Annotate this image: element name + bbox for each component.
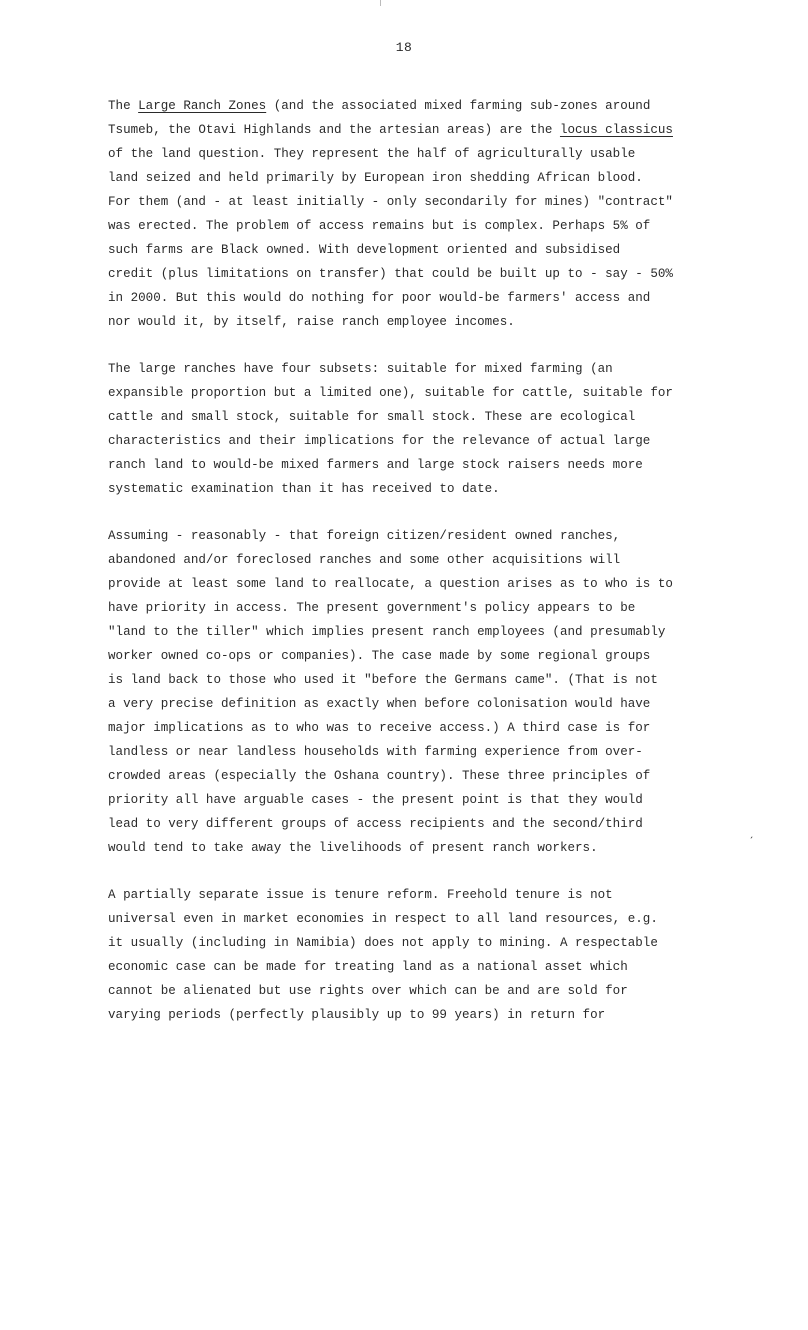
text-segment: characteristics and their implications for the relevance of actual large (108, 434, 651, 448)
paragraph (108, 94, 708, 334)
text-line (108, 572, 706, 596)
text-segment: Tsumeb, the Otavi Highlands and the artesian areas) are the (108, 123, 560, 137)
text-line (108, 262, 706, 286)
text-segment: worker owned co-ops or companies). The case made by some regional groups (108, 649, 651, 663)
text-line (108, 931, 706, 955)
text-line (108, 836, 706, 860)
text-line (108, 692, 706, 716)
text-segment: (and the associated mixed farming sub-zones around (266, 99, 651, 113)
text-segment: systematic examination than it has received to date. (108, 482, 500, 496)
text-segment: land seized and held primarily by European iron shedding African blood. (108, 171, 643, 185)
text-segment: of the land question. They represent the half of agriculturally usable (108, 147, 636, 161)
text-segment: landless or near landless households with farming experience from over- (108, 745, 643, 759)
text-segment: was erected. The problem of access remains but is complex. Perhaps 5% of (108, 219, 651, 233)
text-line (108, 668, 706, 692)
text-line (108, 979, 706, 1003)
text-line (108, 214, 706, 238)
stray-pen-mark: ˏ (748, 826, 756, 840)
text-segment: is land back to those who used it "before the Germans came". (That is not (108, 673, 658, 687)
text-line (108, 883, 706, 907)
text-line (108, 453, 706, 477)
text-segment: it usually (including in Namibia) does not apply to mining. A respectable (108, 936, 658, 950)
text-line (108, 142, 706, 166)
text-segment: expansible proportion but a limited one), suitable for cattle, suitable for (108, 386, 673, 400)
text-segment: The (108, 99, 139, 113)
paragraph (108, 357, 708, 501)
text-segment: The large ranches have four subsets: suitable for mixed farming (an (108, 362, 613, 376)
underlined-term: locus classicus (559, 123, 673, 137)
underlined-term: Large Ranch Zones (138, 99, 267, 113)
text-segment: cattle and small stock, suitable for small stock. These are ecological (108, 410, 636, 424)
text-line (108, 429, 706, 453)
text-line (108, 740, 706, 764)
text-line (108, 1003, 706, 1027)
text-line (108, 548, 706, 572)
text-line (108, 357, 706, 381)
text-line (108, 118, 706, 142)
document-body (108, 94, 708, 1050)
text-segment: universal even in market economies in respect to all land resources, e.g. (108, 912, 658, 926)
text-line (108, 286, 706, 310)
paragraph (108, 883, 708, 1027)
text-line (108, 644, 706, 668)
text-segment: Assuming - reasonably - that foreign citizen/resident owned ranches, (108, 529, 621, 543)
text-line (108, 310, 706, 334)
text-line (108, 620, 706, 644)
text-segment: economic case can be made for treating land as a national asset which (108, 960, 628, 974)
text-line (108, 524, 706, 548)
text-segment: "land to the tiller" which implies present ranch employees (and presumably (108, 625, 666, 639)
text-segment: major implications as to who was to receive access.) A third case is for (108, 721, 651, 735)
text-segment: crowded areas (especially the Oshana country). These three principles of (108, 769, 651, 783)
text-line (108, 788, 706, 812)
text-segment: would tend to take away the livelihoods of present ranch workers. (108, 841, 598, 855)
text-line (108, 812, 706, 836)
text-segment: credit (plus limitations on transfer) that could be built up to - say - 50% (108, 267, 673, 281)
text-segment: For them (and - at least initially - only secondarily for mines) "contract" (108, 195, 673, 209)
paragraph (108, 524, 708, 860)
text-segment: priority all have arguable cases - the present point is that they would (108, 793, 643, 807)
text-segment: in 2000. But this would do nothing for poor would-be farmers' access and (108, 291, 651, 305)
text-line (108, 764, 706, 788)
text-segment: cannot be alienated but use rights over which can be and are sold for (108, 984, 628, 998)
text-line (108, 477, 706, 501)
text-segment: nor would it, by itself, raise ranch employee incomes. (108, 315, 515, 329)
text-segment: a very precise definition as exactly when before colonisation would have (108, 697, 651, 711)
text-line (108, 94, 706, 118)
page-number: 18 (395, 40, 413, 55)
text-segment: such farms are Black owned. With development oriented and subsidised (108, 243, 621, 257)
text-segment: provide at least some land to reallocate, a question arises as to who is to (108, 577, 673, 591)
text-line (108, 716, 706, 740)
text-segment: abandoned and/or foreclosed ranches and some other acquisitions will (108, 553, 621, 567)
text-segment: ranch land to would-be mixed farmers and large stock raisers needs more (108, 458, 643, 472)
text-line (108, 907, 706, 931)
text-line (108, 955, 706, 979)
text-line (108, 238, 706, 262)
text-line (108, 405, 706, 429)
text-segment: have priority in access. The present government's policy appears to be (108, 601, 636, 615)
text-line (108, 190, 706, 214)
text-segment: varying periods (perfectly plausibly up to 99 years) in return for (108, 1008, 606, 1022)
text-segment: A partially separate issue is tenure reform. Freehold tenure is not (108, 888, 613, 902)
text-line (108, 596, 706, 620)
text-line (108, 381, 706, 405)
text-line (108, 166, 706, 190)
scan-edge-mark (380, 0, 381, 6)
text-segment: lead to very different groups of access recipients and the second/third (108, 817, 643, 831)
